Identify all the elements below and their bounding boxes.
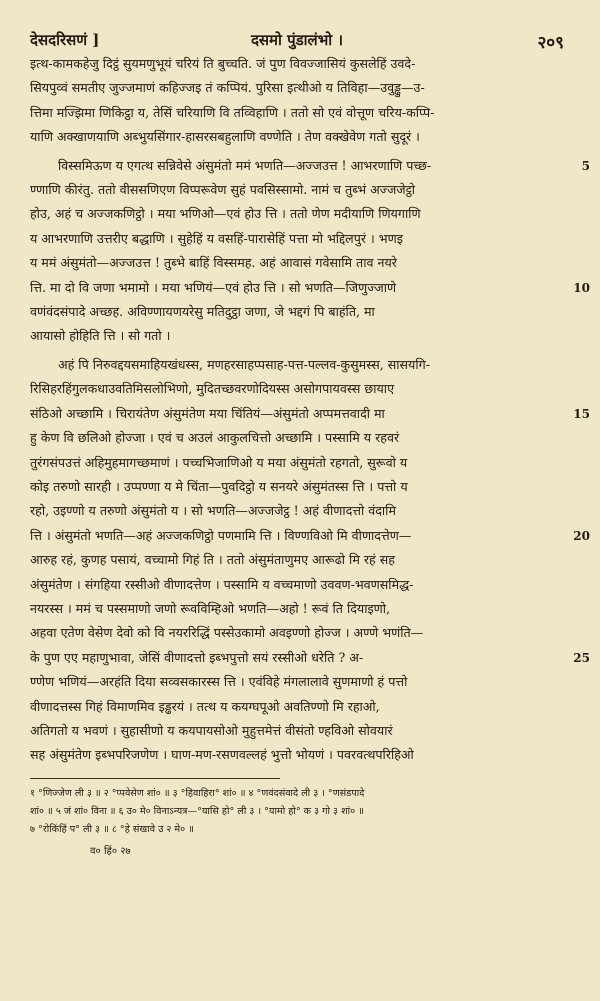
line-number: 5 — [581, 158, 590, 173]
header-section-title: देसदरिसणं ] — [30, 31, 100, 49]
text-line: वीणादत्तस्स गिहं विमाणमिव इड्ढरयं । तत्थ य कयग्घपूओ अवतिण्णो मि रहाओ, — [30, 698, 380, 714]
footnote-line: ७ °रोकिंहिं प° ली ३ ॥ ८ °हे संखावे उ २ मे० ॥ — [30, 823, 194, 835]
line-number: 15 — [573, 406, 590, 421]
text-line: अंसुमंतेण । संगहिया रस्सीओ वीणादत्तेण । पस्सामि य वच्चमाणो उववण-भवणसमिद्ध- — [30, 576, 414, 592]
text-line: अहं पि निरुवद्दयसमाहियखंधस्स, मणहरसाहप्पसाह-पत्त-पल्लव-कुसुमस्स, सासयगि- — [58, 356, 430, 372]
text-line: होउ, अहं च अज्जकणिट्ठो । मया भणिओ—एवं होउ त्ति । ततो णेण मदीयाणि णियगाणि — [30, 206, 421, 222]
text-line: विस्समिऊण य एगत्थ सन्निवेसे अंसुमंतो ममं भणति—अज्जउत्त ! आभरणाणि पच्छ- — [58, 157, 432, 173]
text-line: य आभरणाणि उत्तरीए बद्धाणि । सुहेहिं य वसहिं-पारासेहिं पत्ता मो भद्दिलपुरं । भणइ — [30, 230, 403, 246]
paragraph — [30, 353, 590, 768]
body-text — [30, 52, 590, 768]
paragraph — [30, 52, 564, 150]
footnote-line: शां० ॥ ५ जं शां० विना ॥ ६ उ० मे० विनाऽन्यत्र—°यासि हो° ली ३ । °यामो हो° क ३ गो ३ शां० ॥ — [30, 805, 364, 817]
running-header — [30, 14, 564, 53]
text-line: ण्णेण भणियं—अरहंति दिया सव्वसकारस्स त्ति । एवंविहे मंगलालावे सुणमाणो हं पत्तो — [30, 674, 408, 690]
text-line: त्तिमा मज्झिमा णिकिट्ठा य, तेसिं चरियाणि वि तव्विहाणि । ततो सो एवं वोत्तूण चरिय-कप्पि- — [30, 104, 435, 120]
footnote-divider — [30, 778, 280, 779]
signature-mark: व० हिं० २७ — [90, 845, 131, 857]
text-line: य ममं अंसुमंतो—अज्जउत्त ! तुब्भे बाहिं विस्समह. अहं आवासं गवेसामि ताव नयरे — [30, 255, 397, 271]
text-line: वणंवंदसंपादे अच्छह. अविण्णायणयरेसु मतिदुट्ठा जणा, जे भद्दगं पि बाहंति, मा — [30, 304, 375, 320]
text-line: कोइ तरुणो सारही । उप्पण्णा य मे चिंता—पुवदिट्ठो य सनयरे अंसुमंतस्स त्ति । पत्तो य — [30, 478, 408, 494]
text-line: रिसिहरहिंगुलकधाउवतिमिसलोभिणो, मुदितच्छवरणोदियस्स असोगपायवस्स छायाए — [30, 381, 395, 397]
line-number: 25 — [573, 650, 590, 665]
text-line: के पुण एए महाणुभावा, जेसिं वीणादत्तो इब्भपुत्तो सयं रस्सीओ धरेति ? अ- — [30, 649, 364, 665]
text-line: सह अंसुमंतेण इब्भपरिजणेण । घाण-मण-रसणवल्लहं भुत्तो भोयणं । पवरवत्थपरिहिओ — [30, 747, 414, 763]
footnote-line: १ °णिज्जेण ली ३ ॥ २ °प्पवेसेण शां० ॥ ३ °हिवाहिरा° शां० ॥ ४ °णवंदसंवादे ली ३ । °णसंडपादे — [30, 787, 365, 799]
text-line: अतिगतो य भवणं । सुहासीणो य कयपायसोओ मुहुत्तमेत्तं वीसंतो ण्हविओ सोवयारं — [30, 722, 393, 738]
line-number: 20 — [573, 528, 590, 543]
text-line: संठिओ अच्छामि । चिरायंतेण अंसुमंतेण मया चिंतियं—अंसुमंतो अप्पमत्तवादी मा — [30, 405, 385, 421]
text-line: याणि अक्खाणयाणि अब्भुयसिंगार-हासरसबहुलाणि वण्णेति । तेण वक्खेवेण गतो सुदूरं । — [30, 129, 420, 145]
page-number: २०९ — [537, 33, 564, 53]
text-line: आरुह रहं, कुणह पसायं, वच्चामो गिहं ति । ततो अंसुमंताणुमए आरूढो मि रहं सह — [30, 552, 395, 568]
text-line: इत्थ-कामकहेजु दिट्ठं सुयमणुभूयं चरियं ति बुच्चति. जं पुण विवज्जासियं कुसलेहिं उवदे- — [30, 56, 416, 71]
text-line: तुरंगसंपउत्तं अहिमुहमागच्छमाणं । पच्चभिजाणिओ य मया अंसुमंतो रहगतो, सुरूवो य — [30, 454, 408, 470]
footnotes — [30, 785, 564, 839]
text-line: सियपुव्वं समतीए जुज्जमाणं कहिज्जइ तं कप्पियं. पुरिसा इत्थीओ य तिविहा—उवुड्ढु—उ- — [30, 80, 425, 96]
text-line: रहो, उइण्णो य तरुणो अंसुमंतो य । सो भणति—अज्जजेट्ठ ! अहं वीणादत्तो वंदामि — [30, 503, 396, 519]
text-line: अहवा एतेण वेसेण देवो को वि नयररिद्धिं पस्सेउकामो अवइण्णो होज्ज । अण्णे भणंति— — [30, 625, 424, 641]
text-line: ण्णाणि कीरंतु. ततो वीससणिएण विप्परूवेण सुहं पवसिस्सामो. नामं च तुब्भं अज्जजेट्ठो — [30, 182, 416, 198]
text-line: त्ति । अंसुमंतो भणति—अहं अज्जकणिट्ठो पणमामि त्ति । विण्णविओ मि वीणादत्तेण— — [30, 527, 412, 543]
line-number: 10 — [573, 280, 590, 295]
paragraph — [30, 154, 590, 349]
text-line: आयासो होहिति त्ति । सो गतो । — [30, 328, 171, 344]
text-line: त्ति. मा दो वि जणा भमामो । मया भणियं—एवं होउ त्ति । सो भणति—जिणुज्जाणे — [30, 279, 397, 295]
text-line: हु केण वि छलिओ होज्जा । एवं च अउलं आकुलचित्तो अच्छामि । पस्सामि य रहवरं — [30, 430, 400, 446]
text-line: नयरस्स । ममं च पस्समाणो जणो रूवविम्हिओ भणति—अहो ! रूवं ति दियाइणो, — [30, 600, 391, 616]
header-chapter-title: दसमो पुंडालंभो । — [250, 31, 344, 49]
